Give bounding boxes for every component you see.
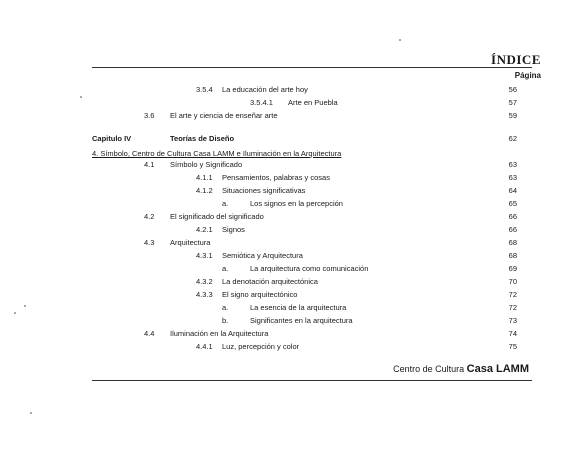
- toc-entry: [0, 264, 583, 276]
- entry-number: 3.5.4: [196, 85, 213, 94]
- bottom-rule: [92, 380, 532, 381]
- scan-speck: [80, 96, 82, 98]
- page-column-label: Página: [514, 71, 541, 80]
- entry-text: Situaciones significativas: [222, 186, 306, 195]
- entry-number: a.: [222, 199, 229, 208]
- entry-text: El signo arquitectónico: [222, 290, 298, 299]
- entry-text: Arquitectura: [170, 238, 211, 247]
- footer-brand: Casa LAMM: [466, 363, 529, 375]
- toc-entry: [0, 225, 583, 237]
- entry-text: Semiótica y Arquitectura: [222, 251, 303, 260]
- toc-entry: [0, 316, 583, 328]
- entry-text: Signos: [222, 225, 245, 234]
- entry-text: Iluminación en la Arquitectura: [170, 329, 269, 338]
- entry-page: 74: [508, 329, 517, 338]
- toc-entry: [0, 303, 583, 315]
- entry-page: 63: [508, 160, 517, 169]
- entry-number: 4.3.3: [196, 290, 213, 299]
- entry-number: 4.1.1: [196, 173, 213, 182]
- chapter-title: Teorías de Diseño: [170, 134, 235, 143]
- toc-entry: [0, 173, 583, 185]
- toc-entry: [0, 98, 583, 110]
- entry-page: 68: [508, 251, 517, 260]
- toc-entry: [0, 199, 583, 211]
- entry-page: 57: [508, 98, 517, 107]
- entry-number: 4.3.1: [196, 251, 213, 260]
- entry-text: Luz, percepción y color: [222, 342, 300, 351]
- entry-text: Los signos en la percepción: [250, 199, 343, 208]
- entry-page: 66: [508, 212, 517, 221]
- entry-text: El significado del significado: [170, 212, 264, 221]
- entry-number: 4.2: [144, 212, 155, 221]
- entry-page: 72: [508, 290, 517, 299]
- footer-prefix: Centro de Cultura: [393, 364, 465, 374]
- entry-text: El arte y ciencia de enseñar arte: [170, 111, 278, 120]
- toc-entry: [0, 342, 583, 354]
- entry-text: La educación del arte hoy: [222, 85, 308, 94]
- entry-page: 73: [508, 316, 517, 325]
- toc-entry: [0, 186, 583, 198]
- toc-entry: [0, 290, 583, 302]
- entry-page: 65: [508, 199, 517, 208]
- entry-text: Pensamientos, palabras y cosas: [222, 173, 330, 182]
- toc-entry: [0, 212, 583, 224]
- toc-entry: [0, 329, 583, 341]
- section-title: 4. Símbolo, Centro de Cultura Casa LAMM e Iluminación en la Arquitectura: [92, 149, 342, 158]
- entry-page: 66: [508, 225, 517, 234]
- entry-number: 4.2.1: [196, 225, 213, 234]
- entry-page: 68: [508, 238, 517, 247]
- top-rule: [92, 67, 532, 68]
- entry-number: 3.6: [144, 111, 155, 120]
- entry-number: 3.5.4.1: [250, 98, 273, 107]
- entry-number: a.: [222, 264, 229, 273]
- entry-number: 4.4: [144, 329, 155, 338]
- entry-text: Arte en Puebla: [288, 98, 338, 107]
- toc-entry: [0, 160, 583, 172]
- toc-entry: [0, 251, 583, 263]
- entry-number: a.: [222, 303, 229, 312]
- toc-entry: [0, 111, 583, 123]
- index-title: ÍNDICE: [491, 52, 541, 67]
- entry-text: Significantes en la arquitectura: [250, 316, 353, 325]
- entry-number: 4.3.2: [196, 277, 213, 286]
- entry-page: 69: [508, 264, 517, 273]
- entry-page: 70: [508, 277, 517, 286]
- toc-entry: [0, 238, 583, 250]
- toc-entry: [0, 277, 583, 289]
- toc-entry: [0, 85, 583, 97]
- entry-page: 75: [508, 342, 517, 351]
- entry-page: 62: [508, 134, 517, 143]
- scan-speck: [14, 312, 16, 314]
- entry-page: 59: [508, 111, 517, 120]
- chapter-number: Capitulo IV: [92, 134, 132, 143]
- entry-page: 63: [508, 173, 517, 182]
- toc-chapter: [0, 134, 583, 146]
- entry-page: 56: [508, 85, 517, 94]
- entry-number: 4.1.2: [196, 186, 213, 195]
- entry-text: Símbolo y Significado: [170, 160, 243, 169]
- entry-text: La esencia de la arquitectura: [250, 303, 347, 312]
- entry-number: 4.1: [144, 160, 155, 169]
- entry-text: La arquitectura como comunicación: [250, 264, 369, 273]
- scan-speck: [30, 412, 32, 414]
- entry-number: b.: [222, 316, 229, 325]
- entry-text: La denotación arquitectónica: [222, 277, 318, 286]
- entry-page: 64: [508, 186, 517, 195]
- scan-speck: [24, 305, 26, 307]
- page-footer: [393, 363, 529, 375]
- scan-speck: [399, 39, 401, 41]
- entry-number: 4.3: [144, 238, 155, 247]
- entry-page: 72: [508, 303, 517, 312]
- entry-number: 4.4.1: [196, 342, 213, 351]
